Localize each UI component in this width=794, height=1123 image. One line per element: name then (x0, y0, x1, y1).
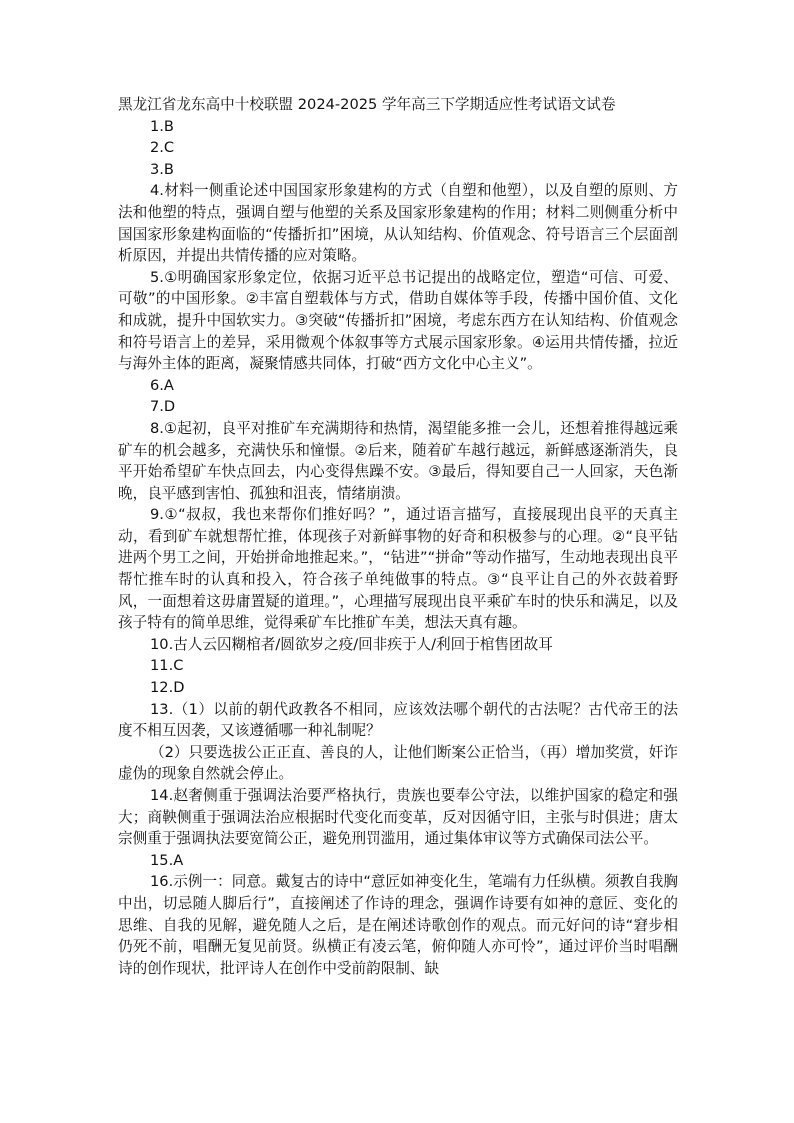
answer-item: 4.材料一侧重论述中国国家形象建构的方式（自塑和他塑），以及自塑的原则、方法和他塑的特点，强调自塑与他塑的关系及国家形象建构的作用；材料二则侧重分析中国国家形象建构面临的“传播折扣”困境，从认知结构、价值观念、符号语言三个层面剖析原因，并提出共情传播的应对策略。 (118, 182, 678, 265)
answer-item: 16.示例一：同意。戴复古的诗中“意匠如神变化生，笔端有力任纵横。须教自我胸中出，切忌随人脚后行”，直接阐述了作诗的理念，强调作诗要有如神的意匠、变化的思维、自我的见解，避免随人之后，是在阐述诗歌创作的观点。而元好问的诗“窘步相仍死不前，唱酬无复见前贤。纵横正有凌云笔，俯仰随人亦可怜”，通过评价当时唱酬诗的创作现状，批评诗人在创作中受前韵限制、缺 (118, 873, 678, 977)
answer-item: 14.赵奢侧重于强调法治要严格执行，贵族也要奉公守法，以维护国家的稳定和强大；商鞅侧重于强调法治应根据时代变化而变革，反对因循守旧，主张与时俱进；唐太宗侧重于强调执法要宽简公正，避免刑罚滥用，通过集体审议等方式确保司法公平。 (118, 787, 678, 848)
answer-item: 9.①“叔叔，我也来帮你们推好吗？”，通过语言描写，直接展现出良平的天真主动，看到矿车就想帮忙推，体现孩子对新鲜事物的好奇和积极参与的心理。②“良平钻进两个男工之间，开始拼命地推起来。”，“钻进”“拼命”等动作描写，生动地表现出良平帮忙推车时的认真和投入，符合孩子单纯做事的特点。③“良平让自己的外衣鼓着野风，一面想着这毋庸置疑的道理。”，心理描写展现出良平乘矿车时的快乐和满足，以及孩子特有的简单思维，觉得乘矿车比推矿车美，想法天真有趣。 (118, 506, 678, 632)
answer-item: 10.古人云囚糊棺者/圆欲岁之疫/回非疾于人/利回于棺售团故耳 (150, 635, 553, 653)
answer-item: 3.B (150, 160, 174, 178)
answer-item: 5.①明确国家形象定位，依据习近平总书记提出的战略定位，塑造“可信、可爱、可敬”的中国形象。②丰富自塑载体与方式，借助自媒体等手段，传播中国价值、文化和成就，提升中国软实力。③突破“传播折扣”困境，考虑东西方在认知结构、价值观念和符号语言上的差异，采用微观个体叙事等方式展示国家形象。④运用共情传播，拉近与海外主体的距离，凝聚情感共同体，打破“西方文化中心主义”。 (118, 268, 678, 373)
answer-item: 1.B (150, 117, 174, 135)
answer-item: 11.C (150, 657, 184, 675)
answer-item: （2）只要选拔公正正直、善良的人，让他们断案公正恰当，（再）增加奖赏，奸诈虚伪的现象自然就会停止。 (118, 743, 678, 783)
answer-item: 7.D (150, 398, 176, 416)
answer-item: 6.A (150, 376, 174, 394)
answer-item: 15.A (150, 851, 184, 869)
document-title: 黑龙江省龙东高中十校联盟 2024-2025 学年高三下学期适应性考试语文试卷 (118, 96, 616, 113)
answer-document (118, 94, 678, 979)
answer-item: 8.①起初，良平对推矿车充满期待和热情，渴望能多推一会儿，还想着推得越远乘矿车的机会越多，充满快乐和憧憬。②后来，随着矿车越行越远，新鲜感逐渐消失，良平开始希望矿车快点回去，内心变得焦躁不安。③最后，得知要自己一人回家，天色渐晚，良平感到害怕、孤独和沮丧，情绪崩溃。 (118, 419, 678, 502)
answer-item: 2.C (150, 139, 175, 157)
answer-item: 12.D (150, 679, 185, 697)
answer-item: 13.（1）以前的朝代政教各不相同，应该效法哪个朝代的古法呢？古代帝王的法度不相互因袭，又该遵循哪一种礼制呢？ (118, 700, 678, 740)
